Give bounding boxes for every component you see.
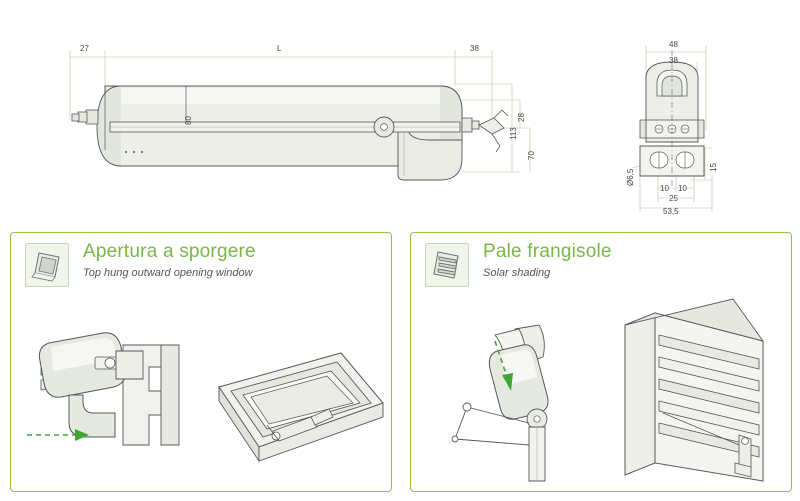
dim-label-113: 113: [509, 127, 518, 140]
dim-label-10-right: 10: [678, 184, 687, 193]
panel-title-left: Apertura a sporgere: [83, 241, 256, 262]
dim-label-535: 53,5: [663, 207, 679, 216]
dim-label-38-front: 38: [470, 44, 479, 53]
panel-body-left: [11, 295, 391, 493]
top-hung-window-icon: [25, 243, 69, 287]
dim-label-38-side: 38: [669, 56, 678, 65]
louvre-illustration-right: [411, 295, 791, 491]
dim-label-28: 28: [517, 113, 526, 122]
dim-label-70: 70: [527, 151, 536, 160]
panel-subtitle-right: Solar shading: [483, 267, 551, 279]
panel-header-right: [411, 233, 791, 295]
panel-body-right: [411, 295, 791, 493]
dim-label-25: 25: [669, 194, 678, 203]
dim-label-diameter: Ø6,5: [626, 168, 635, 186]
dim-label-15: 15: [709, 163, 718, 172]
louvre-blade-icon: [425, 243, 469, 287]
panel-pale-frangisole[interactable]: [410, 232, 792, 492]
panel-title-right: Pale frangisole: [483, 241, 612, 262]
panel-subtitle-left: Top hung outward opening window: [83, 267, 253, 279]
chain-actuator-technical-drawing: [0, 0, 800, 228]
dim-label-L: L: [277, 44, 282, 53]
dim-label-48: 48: [669, 40, 678, 49]
panel-header-left: [11, 233, 391, 295]
actuator-window-illustration-left: [11, 295, 391, 491]
dim-label-27: 27: [80, 44, 89, 53]
dim-label-10-left: 10: [660, 184, 669, 193]
technical-drawing-svg: [0, 0, 800, 228]
panel-apertura-a-sporgere[interactable]: [10, 232, 392, 492]
dim-label-80: 80: [184, 116, 193, 125]
